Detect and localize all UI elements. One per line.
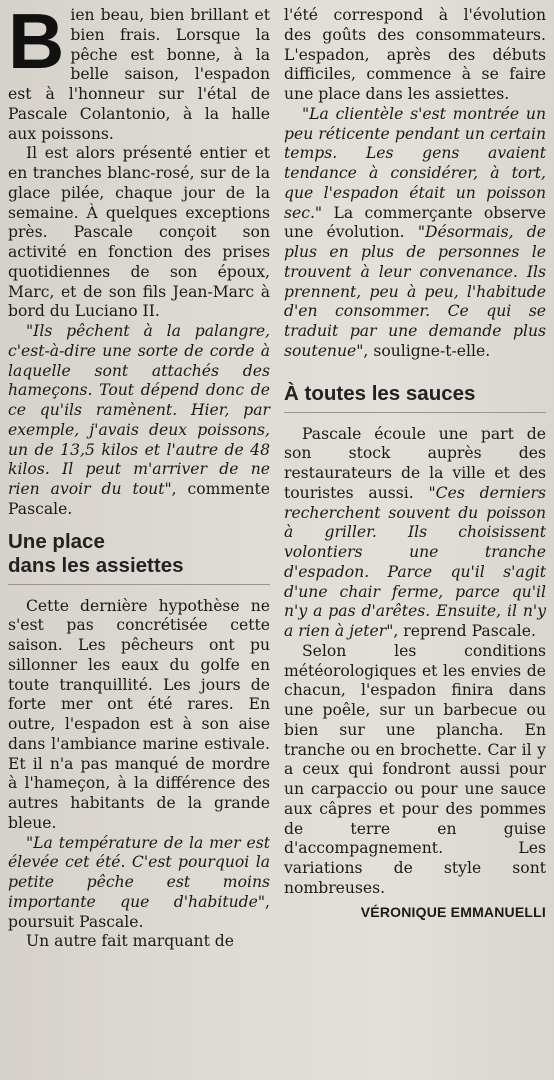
paragraph-quote <box>8 322 270 520</box>
quote-attribution: , commente Pascale. <box>8 480 270 518</box>
quote-attribution: , souligne-t-elle. <box>363 341 491 360</box>
subheading-line: dans les assiettes <box>8 553 184 577</box>
quote-attribution: , poursuit Pascale. <box>8 892 270 931</box>
paragraph: Cette dernière hypothèse ne s'est pas concrétisée cette saison. Les pêcheurs ont pu sillonner les eaux du golfe en toute tranquillité. Les jours de forte mer ont été rares. En outre, l'espadon est à son aise dans l'ambiance marine estivale. Et il n'a pas manqué de mordre à l'hameçon, à la différence des autres habitants de la grande bleue. <box>8 596 270 832</box>
quote-text: "La clientèle s'est montrée un peu réticente pendant un certain temps. Les gens avaient tendance à considérer, à tort, que l'espadon était un poisson sec." <box>284 104 546 222</box>
paragraph-intro <box>8 0 270 144</box>
intro-text: ien beau, bien brillant et bien frais. Lorsque la pêche est bonne, à la belle saison, l'espadon est à l'honneur sur l'étal de Pascale Colantonio, à la halle aux poissons. <box>8 6 270 143</box>
divider <box>284 412 546 413</box>
quote-text: "Ils pêchent à la palangre, c'est-à-dire une sorte de corde à laquelle sont attachés des hameçons. Tout dépend donc de ce qu'ils ramènent. Hier, par exemple, j'avais deux poissons, un de 13,5 kilos et l'autre de 48 kilos. Il peut m'arriver de ne rien avoir du tout" <box>8 322 270 498</box>
paragraph: l'été correspond à l'évolution des goûts des consommateurs. L'espadon, après des débuts difficiles, commence à se faire une place dans les assiettes. <box>284 6 546 103</box>
paragraph: Il est alors présenté entier et en tranches blanc-rosé, sur de la glace pilée, chaque jour de la semaine. À quelques exceptions près. Pascale conçoit son activité en fonction des prises quotidiennes de son époux, Marc, et de son fils Jean-Marc à bord du Luciano II. <box>8 144 270 321</box>
quote-attribution: , reprend Pascale. <box>393 622 536 640</box>
subheading-une-place <box>8 530 270 578</box>
paragraph-text: La commerçante observe une évolution. <box>284 203 546 242</box>
subheading-a-toutes-les-sauces: À toutes les sauces <box>284 381 476 405</box>
paragraph: Selon les conditions météorologiques et les envies de chacun, l'espadon finira dans une poêle, sur un barbecue ou bien sur une plancha. En tranche ou en brochette. Car il y a ceux qui fondront aussi pour un carpaccio ou pour une sauce aux câpres et pour des pommes de terre en guise d'accompagnement. Les variations de style sont nombreuses. <box>284 641 546 897</box>
right-column <box>284 6 546 922</box>
left-column <box>8 0 270 952</box>
quote-text: "Ces derniers recherchent souvent du poisson à griller. Ils choisissent volontiers une tranche d'espadon. Parce qu'il s'agit d'une chair ferme, parce qu'il n'y a pas d'arêtes. Ensuite, il n'y a rien à jeter" <box>284 483 546 640</box>
paragraph: Un autre fait marquant de <box>26 932 235 951</box>
drop-cap: B <box>8 0 65 85</box>
author-signature: VÉRONIQUE EMMANUELLI <box>360 903 546 920</box>
divider <box>8 584 270 585</box>
quote-text: "La température de la mer est élevée cet été. C'est pourquoi la petite pêche est moins importante que d'habitude" <box>8 833 270 911</box>
subheading-line: Une place <box>8 529 105 553</box>
quote-text: "Désormais, de plus en plus de personnes le trouvent à leur convenance. Ils prennent, peu à peu, l'habitude d'en consommer. Ce qui se traduit par une demande plus soutenue" <box>284 223 546 360</box>
paragraph-quote <box>284 425 546 642</box>
paragraph-quote <box>284 105 546 362</box>
paragraph-text: Pascale écoule une part de son stock auprès des restaurateurs de la ville et des touristes aussi. <box>284 424 546 502</box>
paragraph-quote <box>8 834 270 933</box>
